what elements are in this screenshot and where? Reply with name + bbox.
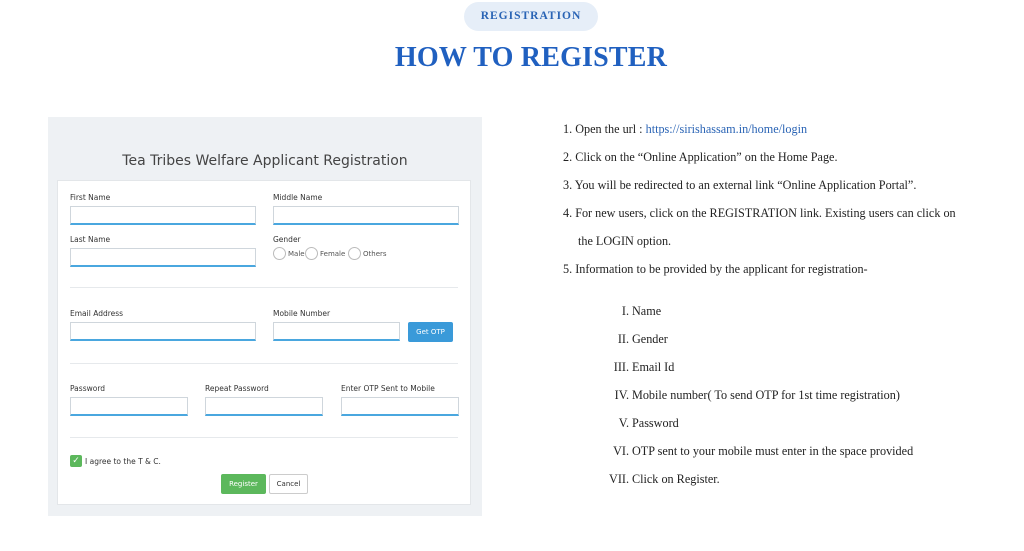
password-input[interactable] <box>70 397 188 416</box>
gender-female-radio[interactable] <box>305 247 318 260</box>
terms-checkbox[interactable]: ✓ <box>70 455 82 467</box>
divider <box>70 437 458 438</box>
mobile-input[interactable] <box>273 322 400 341</box>
form-card <box>57 180 471 505</box>
step-item: 5. Information to be provided by the applicant for registration- <box>563 262 868 276</box>
step-item-continued: the LOGIN option. <box>578 234 672 248</box>
gender-others-label: Others <box>363 250 387 258</box>
repeat-password-input[interactable] <box>205 397 323 416</box>
gender-female-label: Female <box>320 250 346 258</box>
last-name-input[interactable] <box>70 248 256 267</box>
first-name-label: First Name <box>70 193 111 202</box>
sub-step-item: II. Gender <box>617 332 668 346</box>
otp-input[interactable] <box>341 397 459 416</box>
step-item: 2. Click on the “Online Application” on the Home Page. <box>563 150 838 164</box>
sub-step-item: V. Password <box>618 416 679 430</box>
gender-label: Gender <box>273 235 301 244</box>
page-title: HOW TO REGISTER <box>394 42 668 73</box>
step-item: 4. For new users, click on the REGISTRATION link. Existing users can click on <box>563 206 956 220</box>
password-label: Password <box>70 384 106 393</box>
middle-name-input[interactable] <box>273 206 459 225</box>
cancel-button[interactable]: Cancel <box>269 474 308 494</box>
gender-male-radio[interactable] <box>273 247 286 260</box>
sub-step-item: I. Name <box>621 304 662 318</box>
sub-step-item: VI. OTP sent to your mobile must enter in the space provided <box>613 444 914 458</box>
get-otp-button[interactable]: Get OTP <box>408 322 453 342</box>
repeat-password-label: Repeat Password <box>205 384 269 393</box>
gender-male-label: Male <box>288 250 305 258</box>
sub-step-item: IV. Mobile number( To send OTP for 1st time registration) <box>614 388 900 402</box>
otp-label: Enter OTP Sent to Mobile <box>341 384 435 393</box>
gender-others-radio[interactable] <box>348 247 361 260</box>
sub-step-item: III. Email Id <box>613 360 675 374</box>
registration-badge: REGISTRATION <box>464 2 598 31</box>
login-url-link[interactable]: https://sirishassam.in/home/login <box>645 122 808 136</box>
middle-name-label: Middle Name <box>273 193 323 202</box>
step-item: 1. Open the url : https://sirishassam.in/home/login <box>563 122 808 136</box>
register-button[interactable]: Register <box>221 474 266 494</box>
last-name-label: Last Name <box>70 235 111 244</box>
mobile-label: Mobile Number <box>273 309 331 318</box>
form-title: Tea Tribes Welfare Applicant Registration <box>122 153 408 169</box>
divider <box>70 363 458 364</box>
terms-label: I agree to the T & C. <box>85 457 161 466</box>
divider <box>70 287 458 288</box>
email-label: Email Address <box>70 309 124 318</box>
registration-form-screenshot <box>48 117 482 516</box>
sub-step-item: VII. Click on Register. <box>609 472 720 486</box>
email-input[interactable] <box>70 322 256 341</box>
step-item: 3. You will be redirected to an external link “Online Application Portal”. <box>563 178 917 192</box>
first-name-input[interactable] <box>70 206 256 225</box>
